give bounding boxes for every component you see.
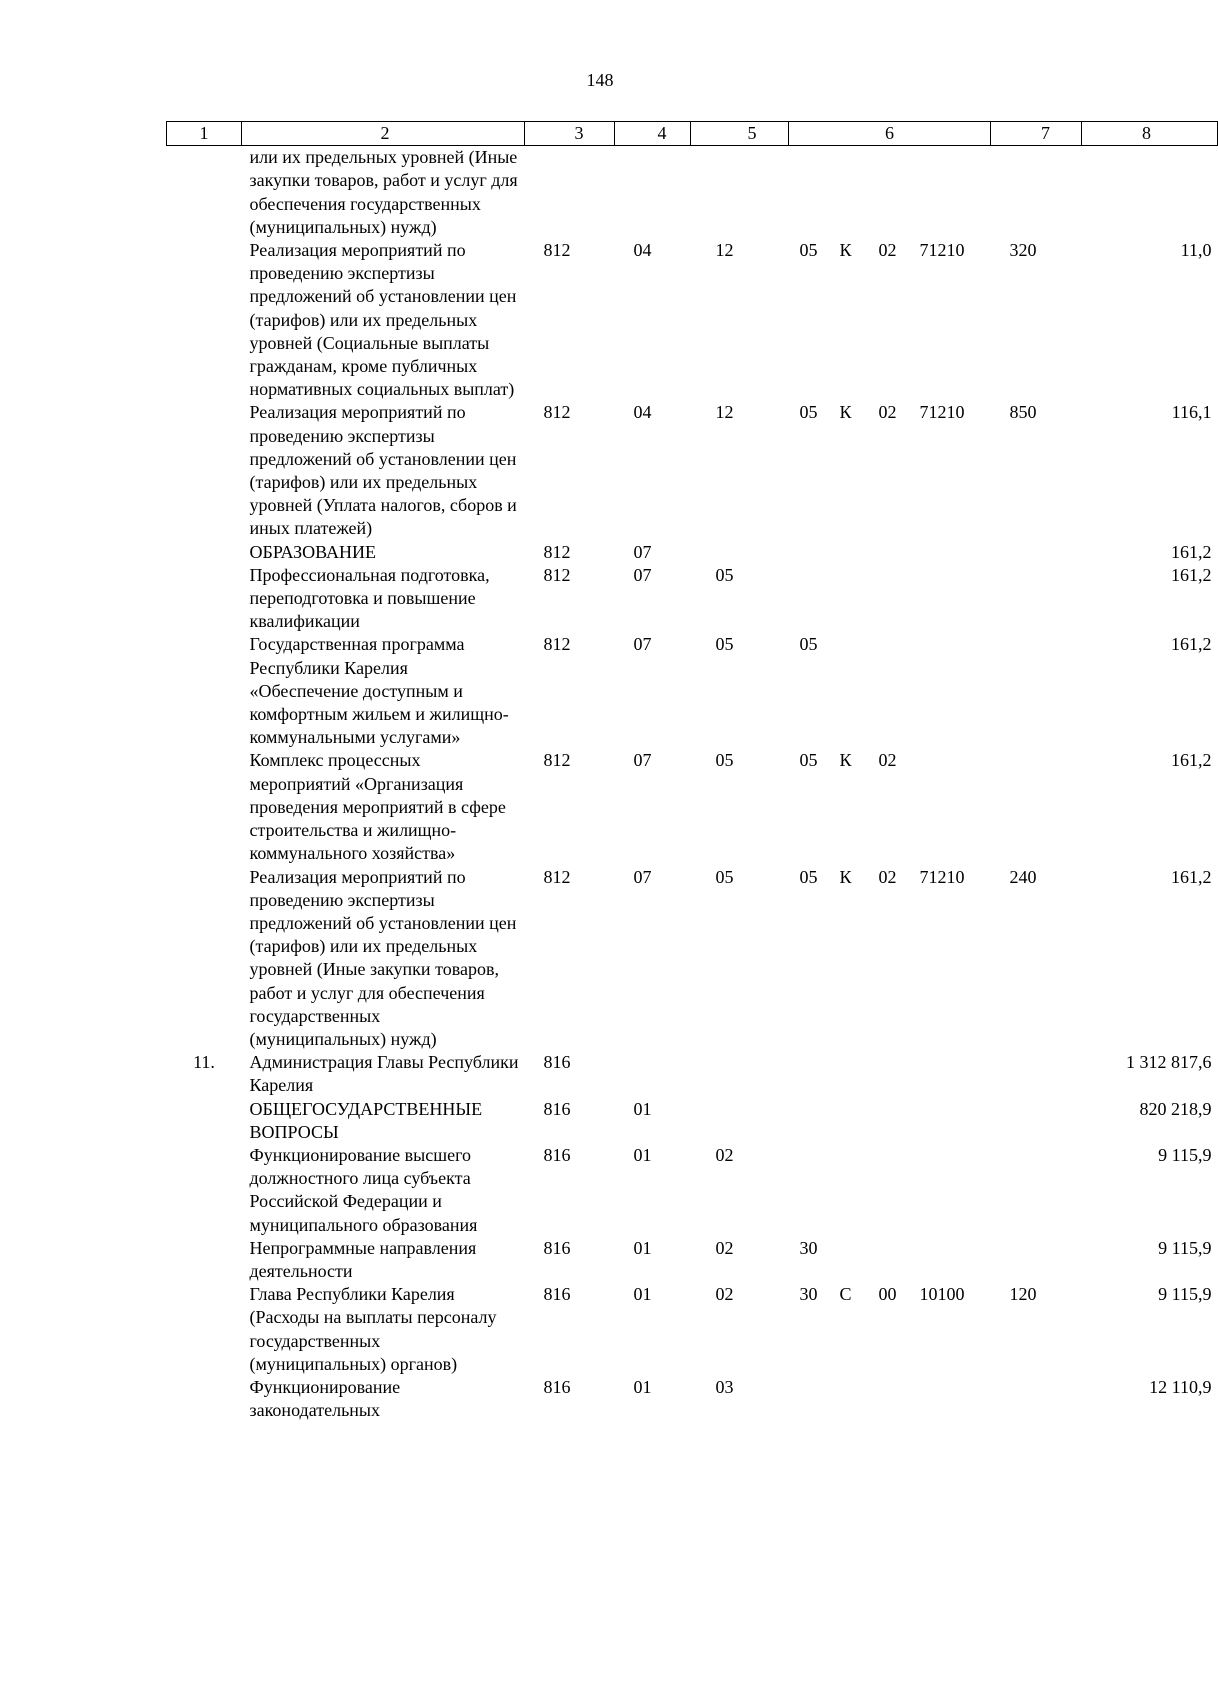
row-number [167,1098,242,1144]
row-section-code [615,146,691,239]
row-amount: 1 312 817,6 [1126,1052,1212,1073]
row-expense-type [991,564,1082,634]
row-ministry-code: 812 [543,634,571,655]
row-amount: 12 110,9 [1149,1376,1212,1397]
target-program: 05 [799,402,818,423]
page-number: 148 [586,70,614,90]
row-expense-type [991,1098,1082,1144]
header-col-6: 6 [789,122,991,146]
row-expense-type [991,633,1082,749]
row-subsection-code [691,1051,789,1097]
row-number [167,1283,242,1376]
target-direction: 10100 [919,1284,965,1305]
target-direction [920,1237,990,1260]
row-number [167,1144,242,1237]
row-amount: 9 115,9 [1158,1284,1212,1305]
row-amount: 161,2 [1171,541,1212,562]
row-section-code: 07 [633,564,652,585]
row-name: Государственная программа Республики Карелия «Обеспечение доступным и комфортным жильем и жилищно-коммунальными услугами» [249,634,509,748]
row-ministry-code: 816 [543,1284,571,1305]
row-expense-type [991,1376,1082,1422]
row-expense-type [991,146,1082,239]
table-row [167,239,1218,401]
row-section-code: 01 [633,1098,652,1119]
row-target-article [789,749,991,865]
row-target-article [789,1283,991,1376]
row-subsection-code: 05 [715,750,734,771]
row-amount: 9 115,9 [1158,1237,1212,1258]
table-row [167,1283,1218,1376]
row-section-code: 01 [633,1237,652,1258]
row-target-article [789,1237,991,1283]
header-col-1: 1 [167,122,242,146]
target-event [879,1237,920,1260]
row-section-code: 04 [633,402,652,423]
target-event: 02 [878,750,897,771]
row-target-article [789,239,991,401]
row-target-article [789,1144,991,1237]
row-subsection-code: 02 [715,1284,734,1305]
row-section-code: 01 [633,1284,652,1305]
row-number [167,1237,242,1283]
row-amount: 161,2 [1171,564,1212,585]
row-number: 11. [193,1052,215,1073]
row-number [167,564,242,634]
target-direction: 71210 [919,240,965,261]
row-number [167,239,242,401]
target-program: 05 [799,750,818,771]
target-subprogram [840,633,879,656]
row-subsection-code: 05 [715,634,734,655]
table-row [167,1098,1218,1144]
row-name: или их предельных уровней (Иные закупки товаров, работ и услуг для обеспечения государственных (муниципальных) нужд) [249,147,518,237]
row-expense-type [991,541,1082,564]
row-expense-type: 850 [1009,402,1037,423]
table-row [167,146,1218,239]
row-subsection-code: 03 [715,1376,734,1397]
row-expense-type: 320 [1009,240,1037,261]
row-amount: 161,2 [1171,866,1212,887]
row-subsection-code: 02 [715,1237,734,1258]
header-col-8: 8 [1082,122,1218,146]
row-name: Функционирование высшего должностного лица субъекта Российской Федерации и муниципального образования [249,1144,478,1235]
row-number [167,749,242,865]
row-section-code [615,1051,691,1097]
budget-table [166,121,1218,1422]
header-col-4: 4 [615,122,691,146]
row-name: Реализация мероприятий по проведению экспертизы предложений об установлении цен (тарифов) или их предельных уровней (Уплата налогов, сборов и иных платежей) [249,402,517,539]
table-row [167,633,1218,749]
row-name: Администрация Главы Республики Карелия [249,1052,519,1096]
target-direction: 71210 [919,402,965,423]
table-header-row [167,122,1218,146]
table-row [167,866,1218,1052]
target-event: 00 [878,1284,897,1305]
row-expense-type [991,1051,1082,1097]
table-row [167,1376,1218,1422]
row-ministry-code [525,146,615,239]
row-name: ОБРАЗОВАНИЕ [249,541,376,562]
table-row [167,1237,1218,1283]
row-target-article [789,541,991,564]
row-amount [1082,146,1218,239]
row-amount: 9 115,9 [1158,1144,1212,1165]
row-number [167,541,242,564]
row-expense-type [991,749,1082,865]
row-subsection-code: 02 [715,1144,734,1165]
row-expense-type: 120 [1009,1284,1037,1305]
target-event [879,633,920,656]
row-target-article [789,1376,991,1422]
row-ministry-code: 816 [543,1376,571,1397]
table-row [167,1051,1218,1097]
table-row [167,1144,1218,1237]
target-direction [920,749,990,772]
row-name: ОБЩЕГОСУДАРСТВЕННЫЕ ВОПРОСЫ [249,1098,483,1142]
target-event: 02 [878,402,897,423]
row-name: Непрограммные направления деятельности [249,1237,477,1281]
row-subsection-code: 12 [715,240,734,261]
target-program: 05 [799,240,818,261]
row-ministry-code: 816 [543,1098,571,1119]
row-expense-type [991,1144,1082,1237]
header-col-2: 2 [242,122,525,146]
row-target-article [789,564,991,634]
row-section-code: 07 [633,634,652,655]
target-event: 02 [878,240,897,261]
row-target-article [789,1051,991,1097]
row-ministry-code: 812 [543,750,571,771]
target-event: 02 [878,866,897,887]
header-col-7: 7 [991,122,1082,146]
row-number [167,633,242,749]
target-subprogram [840,1237,879,1260]
row-name: Комплекс процессных мероприятий «Организация проведения мероприятий в сфере строительства и жилищно-коммунального хозяйства» [249,750,506,864]
row-ministry-code: 816 [543,1052,571,1073]
row-name: Реализация мероприятий по проведению экспертизы предложений об установлении цен (тарифов) или их предельных уровней (Социальные выплаты гражданам, кроме публичных нормативных социальных выплат) [249,240,517,400]
target-program: 05 [799,866,818,887]
row-number [167,401,242,540]
row-subsection-code [691,146,789,239]
row-section-code: 07 [633,750,652,771]
row-expense-type [991,1237,1082,1283]
target-direction [920,633,990,656]
target-program: 05 [799,634,818,655]
target-subprogram: К [839,866,852,887]
table-row [167,749,1218,865]
target-direction: 71210 [919,866,965,887]
row-subsection-code: 05 [715,866,734,887]
header-col-5: 5 [691,122,789,146]
row-target-article [789,866,991,1052]
table-body [167,146,1218,1423]
row-name: Реализация мероприятий по проведению экспертизы предложений об установлении цен (тарифов) или их предельных уровней (Иные закупки товаров, работ и услуг для обеспечения государственных (муниципальных) нужд) [249,866,517,1049]
row-section-code: 01 [633,1376,652,1397]
target-subprogram: К [839,240,852,261]
row-subsection-code [691,1098,789,1144]
target-subprogram: С [839,1284,852,1305]
row-number [167,866,242,1052]
target-subprogram: К [839,750,852,771]
table-row [167,564,1218,634]
row-expense-type: 240 [1009,866,1037,887]
row-ministry-code: 812 [543,866,571,887]
row-subsection-code [691,541,789,564]
target-program: 30 [799,1237,818,1258]
header-col-3: 3 [525,122,615,146]
row-amount: 11,0 [1180,240,1212,261]
row-amount: 116,1 [1171,402,1212,423]
row-name: Профессиональная подготовка, переподготовка и повышение квалификации [249,564,490,632]
row-section-code: 04 [633,240,652,261]
row-name: Функционирование законодательных [249,1376,401,1421]
row-section-code: 07 [633,866,652,887]
row-amount: 820 218,9 [1139,1098,1212,1119]
row-number [167,146,242,239]
row-target-article [789,1098,991,1144]
row-subsection-code: 05 [715,564,734,585]
row-name: Глава Республики Карелия (Расходы на выплаты персоналу государственных (муниципальных) органов) [249,1284,497,1374]
target-subprogram: К [839,402,852,423]
row-section-code: 07 [633,541,652,562]
row-section-code: 01 [633,1144,652,1165]
table-row [167,401,1218,540]
table-row [167,541,1218,564]
row-amount: 161,2 [1171,634,1212,655]
row-ministry-code: 812 [543,564,571,585]
row-ministry-code: 812 [543,402,571,423]
row-ministry-code: 816 [543,1144,571,1165]
row-target-article [789,146,991,239]
row-subsection-code: 12 [715,402,734,423]
row-target-article [789,633,991,749]
row-ministry-code: 812 [543,240,571,261]
row-ministry-code: 816 [543,1237,571,1258]
row-number [167,1376,242,1422]
row-amount: 161,2 [1171,750,1212,771]
row-ministry-code: 812 [543,541,571,562]
row-target-article [789,401,991,540]
target-program: 30 [799,1284,818,1305]
